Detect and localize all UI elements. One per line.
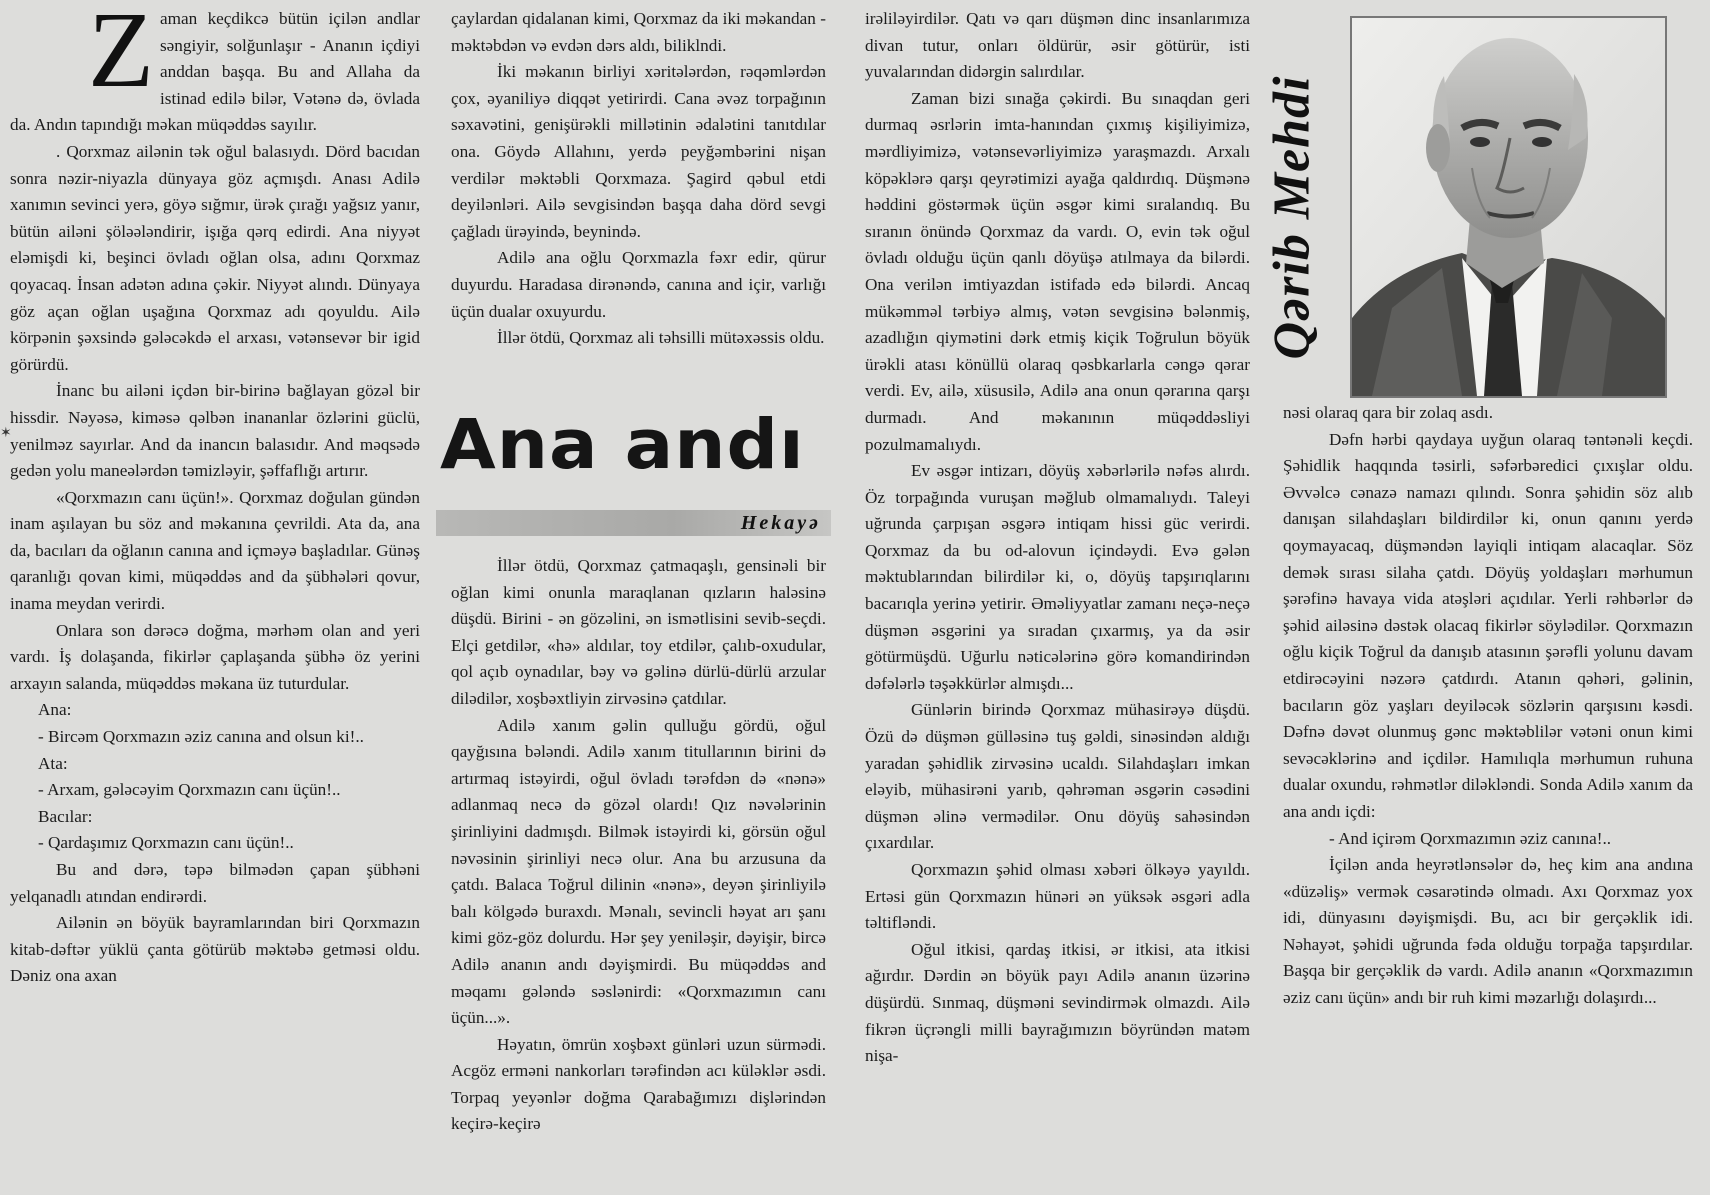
column-3 [865, 6, 1250, 1070]
column-1 [10, 0, 420, 990]
dialog-speaker: Ana: [38, 700, 72, 720]
dialog-line: - Bircəm Qorxmazın əziz canına and olsun ki!.. [38, 727, 364, 747]
paragraph: Adilə xanım gəlin qulluğu gördü, oğul qayğısına bələndi. Adilə xanım titullarının birini də artırmaq istəyirdi, oğul övladı tərəfdən də «nənə» adlanmaq necə də gözəl olardı! Qız nəvələrinin şirinliyini dadmışdı. Bilmək istəyirdi ki, görsün oğul nəvəsinin şirinliyi necə olur. Ana bu arzusuna da çatdı. Balaca Toğrul dilinin «nənə», deyən şirinliyilə balı kölgədə buraxdı. Mənalı, sevincli həyat arı şanı kimi göz-göz dolurdu. Hər şey yeniləşir, dəyişir, bircə Adilə ananın andı dəyişmirdi. Bu müqəddəs and məqamı gələndə səslənirdi: «Qorxmazımın canı üçün...». [451, 715, 826, 1028]
paragraph: Oğul itkisi, qardaş itkisi, ər itkisi, ata itkisi ağırdır. Dərdin ən böyük payı Adilə ananın üzərinə düşürdü. Sınmaq, düşməni sevindirmək olmazdı. Ailə fikrən üçrəngli milli bayrağımızın böyründən matəm nişa- [865, 939, 1250, 1066]
paragraph: Zaman keçdikcə bütün içilən andlar səngiyir, solğunlaşır - Ananın içdiyi anddan başqa. Bu and Allaha da istinad edilə bilər, Vətənə də, övlada da. Andın tapındığı məkan müqəddəs sayılır. [10, 0, 420, 135]
paragraph: - And içirəm Qorxmazımın əziz canına!.. [1329, 828, 1612, 848]
paragraph: nəsi olaraq qara bir zolaq asdı. [1283, 403, 1493, 422]
paragraph: İllər ötdü, Qorxmaz ali təhsilli mütəxəssis oldu. [497, 328, 825, 348]
column-4 [1283, 400, 1693, 1012]
paragraph: Ev əsgər intizarı, döyüş xəbərlərilə nəfəs alırdı. Öz torpağında vuruşan məğlub olmamalıydı. Taleyi uğrunda çarpışan əsgərə intiqam hissi güc verirdi. Qorxmaz da bu od-alovun içindəydi. Evə gələn məktublarından bilirdilər ki, o, döyüş tapşırıqlarını bacarıqla yerinə yetirir. Əməliyyatlar zamanı neçə-neçə düşmən əsgərini ya sıradan çıxarmış, ya da əsir götürmüşdü. Uğurlu nəticələrinə görə komandirindən dəfələrlə təşəkkürlər almışdı... [865, 461, 1250, 693]
paragraph: İki məkanın birliyi xəritələrdən, rəqəmlərdən çox, əyaniliyə diqqət yetirirdi. Cana əvəz torpağının səxavətini, genişürəkli millətinin ədalətini tanıtdılar ona. Göydə Allahını, yerdə peyğəmbərini nişan verdilər məktəbli Qorxmaza. Şagird qəbul etdi deyilənləri. Ailə sevgisindən başqa daha dörd sevgi çağladı ürəyində, beynində. [451, 62, 826, 241]
paragraph: irəliləyirdilər. Qatı və qarı düşmən dinc insanlarımıza divan tutur, onları öldürür, əsir götürür, isti yuvalarından didərgin salırdılar. [865, 9, 1250, 82]
dialog-line: - Arxam, gələcəyim Qorxmazın canı üçün!.. [38, 780, 341, 800]
margin-mark-icon: ✶ [0, 426, 12, 441]
paragraph: Onlara son dərəcə doğma, mərhəm olan and yeri vardı. İş dolaşanda, fikirlər çaplaşanda şübhə öz yerini arxayın salanda, müqəddəs məkana üz tuturdular. [10, 620, 420, 693]
author-name: Qərib Mehdi [1263, 75, 1321, 360]
paragraph: «Qorxmazın canı üçün!». Qorxmaz doğulan gündən inam aşılayan bu söz and məkanına çevrildi. Ata da, ana da, bacıları da oğlanın canına and içməyə başladılar. Günəş qaranlığı qovan kimi, müqəddəs and da şübhələri qovur, inama meydan verirdi. [10, 487, 420, 614]
dialog-speaker: Bacılar: [38, 806, 93, 826]
paragraph: İnanc bu ailəni içdən bir-birinə bağlayan gözəl bir hissdir. Nəyəsə, kiməsə qəlbən inananlar özlərini güclü, yenilməz sayırlar. And da inancın balasıdır. And məqsədə gedən yolu maneələrdən təmizləyir, şəffaflığı artırır. [10, 381, 420, 481]
column-2-bottom [451, 553, 826, 1138]
article-heading [436, 402, 836, 542]
paragraph: Adilə ana oğlu Qorxmazla fəxr edir, qürur duyurdu. Haradasa dirənəndə, canına and içir, varlığı üçün dualar oxuyurdu. [451, 248, 826, 321]
dialog-speaker: Ata: [38, 753, 68, 773]
paragraph: Qorxmazın şəhid olması xəbəri ölkəyə yayıldı. Ertəsi gün Qorxmazın hünəri ən yüksək əsgəri adla təltifləndi. [865, 860, 1250, 933]
author-byline [1237, 75, 1337, 360]
author-photo [1350, 16, 1667, 398]
paragraph: Günlərin birində Qorxmaz mühasirəyə düşdü. Özü də düşmən gülləsinə tuş gəldi, sinəsindən aldığı yaradan şəhidlik zirvəsinə ucaldı. Silahdaşları imkan eləyib, mühasirəni yarıb, qəhrəman əsgərin cəsədini düşmən əlinə vermədilər. Onu döyüş sahəsindən çıxardılar. [865, 700, 1250, 853]
paragraph: İllər ötdü, Qorxmaz çatmaqaşlı, gensinəli bir oğlan kimi onunla maraqlanan qızların haləsinə düşdü. Birini - ən gözəlini, ən ismətlisini sevib-seçdi. Elçi getdilər, «hə» aldılar, toy etdilər, çalıb-oxudular, qol açıb oynadılar, bəy və gəlinə dürlü-dürlü arzular dilədilər, xoşbəxtliyin zirvəsinə çatdılar. [451, 556, 826, 708]
article-genre: Hekayə [740, 512, 821, 534]
article-title: Ana andı [440, 404, 805, 484]
paragraph: Həyatın, ömrün xoşbəxt günləri uzun sürmədi. Acgöz erməni nankorları tərəfindən acı küləklər əsdi. Torpaq yeyənlər doğma Qarabağımızı dişlərindən keçirə-keçirə [451, 1034, 826, 1134]
portrait-image [1352, 18, 1665, 396]
subtitle-bar [436, 510, 831, 536]
paragraph: İçilən anda heyrətlənsələr də, heç kim ana andına «düzəliş» vermək cəsarətində olmadı. Axı Qorxmaz yox idi, dünyasını dəyişmişdi. Bu, acı bir gerçəklik idi. Nəhayət, şəhidi uğrunda fəda olduğu torpağa tapşırdılar. Başqa bir gerçəklik də vardı. Adilə ananın «Qorxmazımın əziz canı üçün» andı bir ruh kimi məzarlığı dolaşırdı... [1283, 855, 1693, 1008]
paragraph: Bu and dərə, təpə bilmədən çapan şübhəni yelqanadlı atından endirərdi. [10, 860, 420, 906]
paragraph: Ailənin ən böyük bayramlarından biri Qorxmazın kitab-dəftər yüklü çanta götürüb məktəbə getməsi oldu. Dəniz ona axan [10, 913, 420, 986]
column-2-top [451, 6, 826, 352]
paragraph: Zaman bizi sınağa çəkirdi. Bu sınaqdan geri durmaq əsrlərin imta-hanından çıxmış kişiliyimizə, mərdliyimizə, vətənsevərliyimizə yaraşmazdı. Arxalı köpəklərə qarşı qeyrətimizi ayağa qaldırdıq. Düşmənə həddini göstərmək üçün əsgər kimi sıralandıq. Bu sıranın önündə Qorxmaz da vardı. O, evin tək oğul övladı olduğu üçün qanlı döyüşə atılmaya da bilərdi. Ona verilən imtiyazdan istifadə edə bilərdi. Ancaq mükəmməl tərbiyə almış, vətən sevgisinə bələnmiş, azadlığın qiymətini dərk etmiş kiçik Toğrulun böyük ürəkli atası könüllü olaraq qəsbkarlarla cəngə qərar verdi. Ev, ailə, xüsusilə, Adilə ana onun qərarına qarşı durmadı. And məkanının müqəddəsliyi pozulmamalıydı. [865, 88, 1250, 454]
paragraph: çaylardan qidalanan kimi, Qorxmaz da iki məkandan - məktəbdən və evdən dərs aldı, biliklndi. [451, 9, 826, 55]
drop-cap: Z [88, 0, 154, 110]
paragraph: . Qorxmaz ailənin tək oğul balasıydı. Dörd bacıdan sonra nəzir-niyazla dünyaya göz açmışdı. Anası Adilə xanımın sevinci yerə, göyə sığmır, ürək çırağı yağsız yanır, bütün ailəni şöləələndirir, işığa qərq edirdi. Ana niyyət eləmişdi ki, beşinci övladı oğlan olsa, adını Qorxmaz qoyacaq. İnsan adətən adına çəkir. Niyyət alındı. Dünyaya göz açan oğlan uşağına Qorxmaz adı qoyuldu. Ailə körpənin şəxsində gələcəkdə el arxası, vətənsevər bir igid görürdü. [10, 141, 420, 374]
dialog-line: - Qardaşımız Qorxmazın canı üçün!.. [38, 833, 294, 853]
paragraph: Dəfn hərbi qaydaya uyğun olaraq təntənəli keçdi. Şəhidlik haqqında təsirli, səfərbəredici çıxışlar oldu. Əvvəlcə cənazə namazı qılındı. Sonra şəhidin söz alıb danışan silahdaşları bildirdilər ki, onun qanını yerdə qoymayacaq, düşməndən layiqli intiqam alacaqlar. Söz demək sırası silaha çatdı. Döyüş yoldaşları mərhumun şərəfinə havaya vida atəşləri açıdılar. Yerli rəhbərlər də şəhid ailəsinə dəstək olacaq fikirlər söylədilər. Qorxmazın oğlu kiçik Toğrul da danışıb atasının şərəfli yolunu davam etdirəcəyini nəzərə çatdırdı. Atanın qəhəri, gəlinin, bacıların göz yaşları deyiləcək sözlərin qarşısını kəsdi. Dəfnə dəvət olunmuş gənc məktəblilər vətəni onun kimi sevəcəklərinə and içdilər. Hamılıqla mərhumun ruhuna dualar oxundu, rəhmətlər diləkləndi. Sonda Adilə xanım da ana andı içdi: [1283, 429, 1693, 821]
